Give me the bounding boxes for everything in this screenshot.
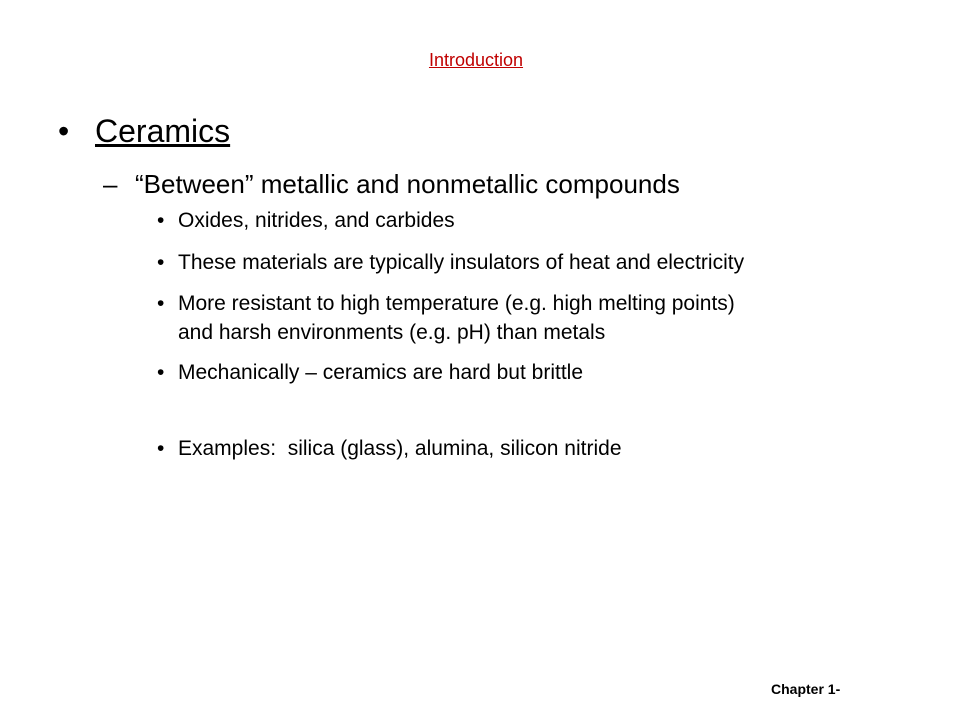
list-item [157, 248, 744, 277]
list-item-continuation: and harsh environments (e.g. pH) than metals [178, 321, 606, 344]
list-item-text: Oxides, nitrides, and carbides [178, 209, 455, 232]
list-item [157, 206, 455, 235]
bullet-marker: • [157, 292, 165, 315]
bullet-marker: • [58, 113, 70, 149]
introduction-link[interactable]: Introduction [428, 50, 524, 70]
bullet-marker: • [157, 209, 165, 232]
level1-bullet [58, 109, 230, 153]
slide-heading: Ceramics [95, 113, 231, 149]
chapter-footer: Chapter 1- [771, 681, 841, 697]
list-item-text: More resistant to high temperature (e.g. high melting points) [178, 292, 735, 315]
subheading-text: “Between” metallic and nonmetallic compounds [135, 169, 680, 199]
level2-bullet [103, 166, 680, 202]
list-item-text: Examples: silica (glass), alumina, silicon nitride [178, 437, 622, 460]
bullet-marker: • [157, 251, 165, 274]
bullet-marker: • [157, 361, 165, 384]
bullet-marker: • [157, 437, 165, 460]
list-item [157, 289, 735, 318]
list-item [157, 358, 583, 387]
dash-marker: – [103, 169, 118, 199]
list-item-text: These materials are typically insulators of heat and electricity [178, 251, 745, 274]
list-item [157, 434, 622, 463]
list-item-text: Mechanically – ceramics are hard but brittle [178, 361, 584, 384]
